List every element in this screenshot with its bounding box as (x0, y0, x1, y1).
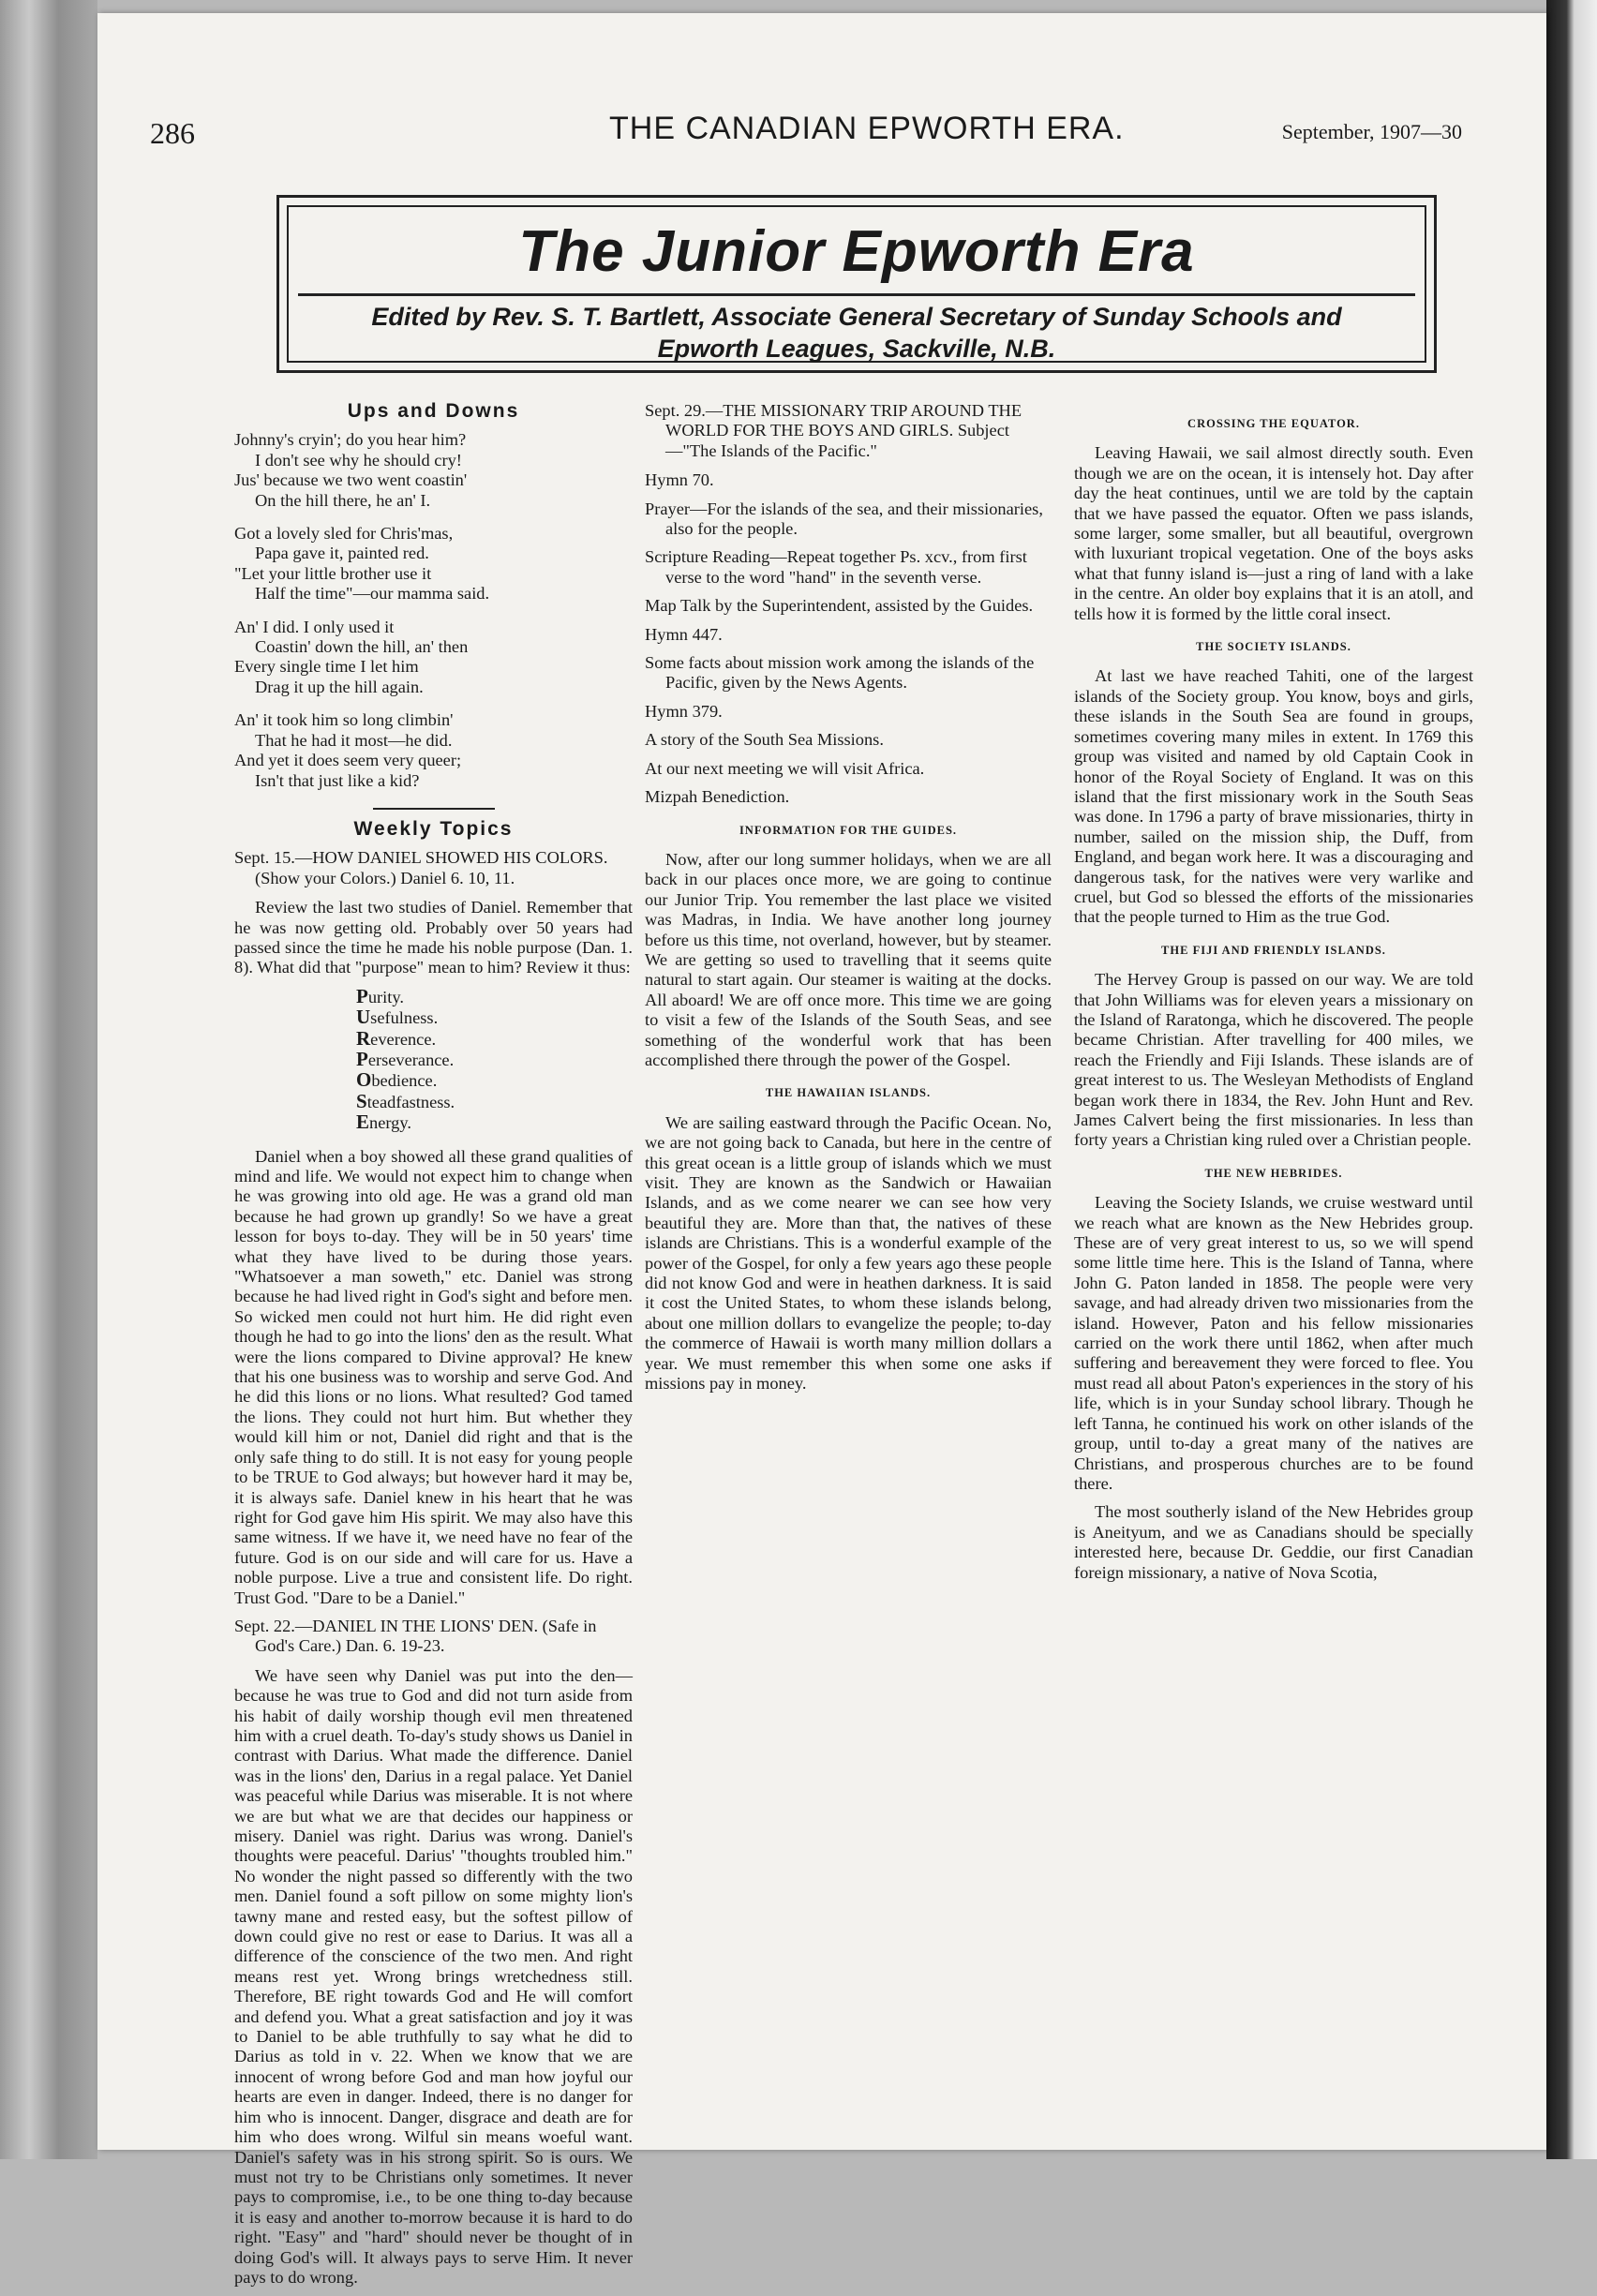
scan-edge (1546, 0, 1597, 2159)
section-banner (276, 195, 1437, 373)
poem-line: That he had it most—he did. (255, 730, 453, 750)
column-2 (645, 401, 1052, 1402)
paragraph: Daniel when a boy showed all these grand qualities of mind and life. We would not expect him to change when he was growing into old age. He was a grand old man because he had grown up grandly! So we have a great lesson for boys to-day. They will be in 50 years' time what they have lived to be during those years. "Whatsoever a man soweth," etc. Daniel was strong because he had lived right in God's sight and before men. So wicked men could not hurt him. He did right even though he had to go into the lions' den as the result. What were the lions compared to Divine approval? He knew that his one business was to worship and serve God. And he did this lions or no lions. What resulted? God tamed the lions. They could not hurt him. But whether they would kill him or not, Daniel did right and that is the only safe thing to do still. It is not easy for young people to be TRUE to God always; but however hard it may be, it is always safe. Daniel knew in his heart that he was right for God gave him His spirit. We may also have this same witness. If we have it, we need have no fear of the future. God is on our side and will care for us. Have a noble purpose. Live a true and consistent life. Do right. Trust God. "Dare to be a Daniel." (234, 1146, 633, 1607)
acrostic-initial: O (356, 1068, 372, 1092)
acrostic-rest: erseverance. (367, 1050, 455, 1069)
program-item: Some facts about mission work among the islands of the Pacific, given by the News Agents. (645, 653, 1035, 693)
banner-frame (287, 205, 1426, 363)
column-3 (1074, 401, 1473, 1591)
issue-date: September, 1907—30 (1281, 120, 1462, 143)
poem-line: "Let your little brother use it (234, 563, 432, 583)
acrostic-list (356, 984, 633, 1134)
acrostic-rest: sefulness. (370, 1008, 439, 1028)
paragraph: The most southerly island of the New Hebrides group is Aneityum, and we as Canadians should be specially interested here, because Dr. Geddie, our first Canadian foreign missionary, a native of Nova Scotia, (1074, 1502, 1473, 1582)
acrostic-rest: urity. (367, 987, 404, 1006)
program-item: At our next meeting we will visit Africa. (645, 758, 925, 778)
paragraph: We have seen why Daniel was put into the den—because he was true to God and did not turn aside from his habit of daily worship though evil men threatened him with a cruel death. To-day's study shows us Daniel in contrast with Darius. What made the difference. Daniel was in the lions' den, Darius in a regal palace. Yet Daniel was peaceful while Darius was miserable. It is not where we are but what we are that decides our happiness or misery. Daniel was right. Darius was wrong. Daniel's thoughts were peaceful. Darius' "thoughts troubled him." No wonder the night passed so differently with the two men. Daniel found a soft pillow on some mighty lion's tawny mane and rested easy, but the softest pillow of down could give no rest or ease to Darius. It was all a difference of the conscience of the two men. And right means rest yet. Wrong brings wretchedness still. Therefore, BE right towards God and He will comfort and defend you. What a great satisfaction and joy it was to Daniel to be able truthfully to say what he did to Darius as told in v. 22. When we know that we are innocent of wrong before God and man how joyful our hearts are even in danger. Indeed, there is no danger for him who is innocent. Danger, disgrace and death are for him who does wrong. Wilful sin means woeful want. Daniel's safety was in his strong spirit. So is ours. We must not try to be Christians only sometimes. It never pays to compromise, i.e., to be one thing to-day because it is easy and another to-morrow because it is hard to do right. "Easy" and "hard" should never be thought of in doing God's will. It always pays to serve Him. It never pays to do wrong. (234, 1665, 633, 2287)
poem-stanza (234, 710, 633, 791)
topics-title: Weekly Topics (353, 817, 514, 840)
acrostic-rest: bedience. (371, 1071, 438, 1091)
poem-line: Papa gave it, painted red. (255, 544, 429, 563)
section-divider (373, 808, 495, 810)
poem-line: Coastin' down the hill, an' then (255, 637, 469, 657)
subheading: INFORMATION FOR THE GUIDES. (739, 823, 958, 837)
acrostic-item (356, 1070, 633, 1091)
poem-line: Johnny's cryin'; do you hear him? (234, 430, 467, 450)
poem-stanza (234, 524, 633, 604)
program-item: Prayer—For the islands of the sea, and their missionaries, also for the people. (645, 499, 1043, 539)
acrostic-item (356, 1047, 633, 1070)
paragraph: Leaving the Society Islands, we cruise westward until we reach what are known as the New Hebrides group. These are of very great interest to us, so we will spend some little time here. This is the Island of Tanna, where John G. Paton landed in 1858. The people were very savage, and had already driven two missionaries from the island. However, Paton and his fellow missionaries carried on the work there until 1862, when after much suffering and bereavement they were forced to flee. You must read all about Paton's experiences in the story of his life, which is in your Sunday school library. Though he left Tanna, he continued his work on other islands of the group, until to-day a great many of the natives are Christians, and prosperous churches are to be found there. (1074, 1193, 1473, 1493)
poem-stanza (234, 618, 633, 698)
paragraph: The Hervey Group is passed on our way. We are told that John Williams was for eleven years a missionary on the Island of Raratonga, which he discovered. The people became Christian. After travelling for 400 miles, we reach the Friendly and Fiji Islands. These islands are of great interest to us. The Wesleyan Methodists of England began work there in 1834, the Rev. John Hunt and Rev. James Calvert being the first missionaries. In less than forty years a Christian king ruled over a Christian people. (1074, 970, 1473, 1150)
banner-subtitle (307, 301, 1406, 365)
banner-subtitle-line: Edited by Rev. S. T. Bartlett, Associate General Secretary of Sunday Schools and (371, 303, 1342, 331)
paragraph: At last we have reached Tahiti, one of the largest islands of the Society group. You know, boys and girls, these islands in the South Sea are found in groups, sometimes covering many miles in extent. In 1769 this group was visited and named by old Captain Cook in honor of the Royal Society of England. It was on this island that the first missionary work in the South Seas was done. In 1796 a party of brave missionaries, thirty in number, sailed on the mission ship, the Duff, from England, and began work here. It was a discouraging and dangerous task, for the natives were very warlike and cruel, but God so blessed the efforts of the missionaries that the people turned to Him as the true God. (1074, 666, 1473, 927)
subheading: CROSSING THE EQUATOR. (1187, 417, 1360, 430)
acrostic-initial: P (356, 984, 368, 1007)
program-item: Scripture Reading—Repeat together Ps. xcv., from first verse to the word "hand" in the seventh verse. (645, 547, 1027, 587)
program-item: Map Talk by the Superintendent, assisted by the Guides. (645, 596, 1034, 616)
running-title: THE CANADIAN EPWORTH ERA. (609, 111, 1125, 146)
poem-stanza (234, 430, 633, 511)
banner-title: The Junior Epworth Era (518, 219, 1195, 284)
subheading: THE NEW HEBRIDES. (1204, 1166, 1343, 1180)
poem-line: Every single time I let him (234, 657, 419, 677)
banner-divider (298, 293, 1415, 296)
acrostic-initial: R (356, 1026, 371, 1050)
acrostic-item (356, 1007, 633, 1028)
acrostic-initial: P (356, 1047, 368, 1070)
program-item: Hymn 447. (645, 624, 723, 644)
acrostic-item (356, 1089, 633, 1112)
acrostic-rest: nergy. (369, 1113, 411, 1133)
poem-line: An' I did. I only used it (234, 617, 395, 636)
column-1 (234, 401, 633, 2296)
topic-heading-sept22: Sept. 22.—DANIEL IN THE LIONS' DEN. (Safe in God's Care.) Dan. 6. 19-23. (234, 1616, 597, 1656)
paragraph: Now, after our long summer holidays, when we are all back in our places once more, we are going to continue our Junior Trip. You remember the last place we visited was Madras, in India. We have another long journey before us this time, not overland, however, but by steamer. We are getting so used to travelling that it seems quite natural to start again. Our steamer is waiting at the docks. All aboard! We are off once more. This time we are going to visit a few of the Islands of the South Seas, and see something of the wonderful work that has been accomplished there through the power of the Gospel. (645, 849, 1052, 1069)
running-header (150, 111, 1462, 157)
program-item: Hymn 70. (645, 470, 714, 490)
banner-subtitle-line: Epworth Leagues, Sackville, N.B. (657, 335, 1056, 363)
poem-title: Ups and Downs (347, 400, 520, 422)
acrostic-rest: teadfastness. (366, 1092, 455, 1111)
poem-line: Got a lovely sled for Chris'mas, (234, 524, 454, 544)
subheading: THE HAWAIIAN ISLANDS. (765, 1086, 932, 1100)
poem-line: Jus' because we two went coastin' (234, 470, 468, 490)
acrostic-initial: E (356, 1111, 370, 1134)
book-spine (0, 0, 97, 2159)
subheading: THE FIJI AND FRIENDLY ISLANDS. (1161, 943, 1386, 957)
program-item: A story of the South Sea Missions. (645, 730, 884, 750)
acrostic-item (356, 1026, 633, 1050)
acrostic-initial: U (356, 1006, 371, 1029)
poem-line: An' it took him so long climbin' (234, 710, 454, 730)
topic-heading-sept29: Sept. 29.—THE MISSIONARY TRIP AROUND THE WORLD FOR THE BOYS AND GIRLS. Subject—"The Islands of the Pacific." (645, 401, 1022, 460)
acrostic-initial: S (356, 1089, 367, 1112)
poem-line: Drag it up the hill again. (255, 677, 424, 696)
program-item: Hymn 379. (645, 701, 723, 721)
program-item: Mizpah Benediction. (645, 787, 790, 807)
paragraph: Review the last two studies of Daniel. Remember that he was now getting old. Probably over 50 years had passed since the time he made his noble purpose (Dan. 1. 8). What did that "purpose" mean to him? Review it thus: (234, 898, 633, 977)
poem-line: On the hill there, he an' I. (255, 490, 431, 510)
paragraph: Leaving Hawaii, we sail almost directly south. Even though we are on the ocean, it is intensely hot. Day after day the heat continues, until we are told by the captain that we have passed the equator. Often we pass islands, some larger, some smaller, but all beautiful, overgrown with luxuriant tropical vegetation. One of the boys asks what that funny island is—just a ring of land with a lake in the centre. An older boy explains that it is an atoll, and tells how it is formed by the little coral insect. (1074, 443, 1473, 623)
acrostic-item (356, 984, 633, 1007)
poem-line: Half the time"—our mamma said. (255, 584, 490, 604)
subheading: THE SOCIETY ISLANDS. (1196, 640, 1351, 654)
poem-line: And yet it does seem very queer; (234, 751, 462, 770)
poem-line: Isn't that just like a kid? (255, 770, 420, 790)
paragraph: We are sailing eastward through the Pacific Ocean. No, we are not going back to Canada, but here in the centre of this great ocean is a little group of islands which we must visit. They are known as the Sandwich or Hawaiian Islands, and as we come nearer we can see how very beautiful they are. More than that, the natives of these islands are Christians. This is a wonderful example of the power of the Gospel, for only a few years ago these people did not know God and were in heathen darkness. It is said it cost the United States, to whom these islands belong, about one million dollars to evangelize the people; to-day the commerce of Hawaii is worth many million dollars a year. We must remember this when some one asks if missions pay in money. (645, 1112, 1052, 1394)
acrostic-item (356, 1112, 633, 1133)
poem-line: I don't see why he should cry! (255, 450, 462, 470)
acrostic-rest: everence. (370, 1029, 437, 1049)
topic-heading-sept15: Sept. 15.—HOW DANIEL SHOWED HIS COLORS. (Show your Colors.) Daniel 6. 10, 11. (234, 848, 608, 887)
page-number: 286 (150, 116, 195, 150)
